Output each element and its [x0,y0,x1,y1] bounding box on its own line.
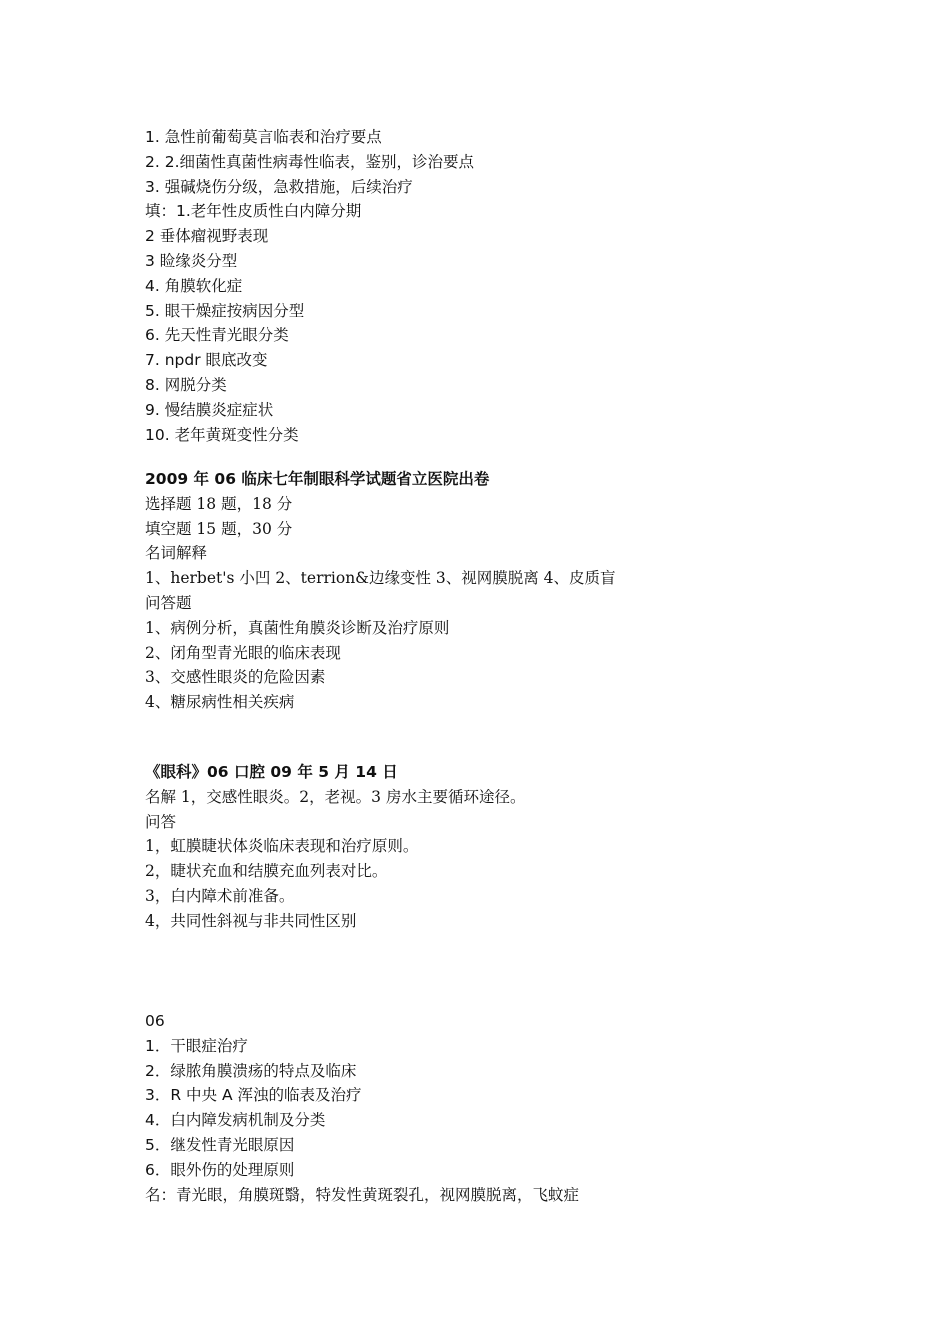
exam-section-3 [145,760,905,934]
question-line: 5．继发性青光眼原因 [145,1135,295,1154]
question-line: 选择题 18 题，18 分 [145,494,293,513]
question-line: 2. 2.细菌性真菌性病毒性临表，鉴别，诊治要点 [145,152,475,171]
question-line: 3，白内障术前准备。 [145,886,295,905]
question-line: 1．干眼症治疗 [145,1036,248,1055]
exam-section-1 [145,125,905,447]
question-line: 4，共同性斜视与非共同性区别 [145,911,357,930]
section-heading: 06 [145,1012,165,1030]
question-line: 填：1.老年性皮质性白内障分期 [145,202,362,221]
question-line: 3 睑缘炎分型 [145,251,238,270]
question-line: 名：青光眼，角膜斑翳，特发性黄斑裂孔，视网膜脱离，飞蚊症 [145,1185,580,1204]
question-line: 5. 眼干燥症按病因分型 [145,301,305,320]
question-line: 4．白内障发病机制及分类 [145,1111,326,1130]
question-line: 4. 角膜软化症 [145,276,243,295]
question-line: 1、herbet's 小凹 2、terrion&边缘变性 3、视网膜脱离 4、皮质盲 [145,569,616,588]
question-line: 2、闭角型青光眼的临床表现 [145,643,341,662]
question-line: 8. 网脱分类 [145,375,227,394]
question-line: 名解 1，交感性眼炎。2，老视。3 房水主要循环途径。 [145,787,526,806]
question-line: 1. 急性前葡萄莫言临表和治疗要点 [145,128,382,146]
question-line: 3．R 中央 A 浑浊的临表及治疗 [145,1086,362,1105]
question-line: 2，睫状充血和结膜充血列表对比。 [145,862,388,881]
section-title: 《眼科》06 口腔 09 年 5 月 14 日 [145,763,398,781]
question-line: 填空题 15 题，30 分 [145,519,293,538]
question-line: 4、糖尿病性相关疾病 [145,693,295,712]
question-line: 2．绿脓角膜溃疡的特点及临床 [145,1061,357,1080]
question-line: 名词解释 [145,544,208,563]
question-line: 9. 慢结膜炎症症状 [145,400,274,419]
exam-section-2 [145,467,905,715]
question-line: 3. 强碱烧伤分级，急救措施，后续治疗 [145,177,413,196]
question-line: 问答题 [145,593,192,612]
question-line: 2 垂体瘤视野表现 [145,227,269,246]
question-line: 1、病例分析，真菌性角膜炎诊断及治疗原则 [145,618,450,637]
section-title: 2009 年 06 临床七年制眼科学试题省立医院出卷 [145,470,490,488]
question-line: 3、交感性眼炎的危险因素 [145,668,326,687]
question-line: 10. 老年黄斑变性分类 [145,425,299,444]
question-line: 1，虹膜睫状体炎临床表现和治疗原则。 [145,837,419,856]
question-line: 6．眼外伤的处理原则 [145,1160,295,1179]
exam-section-4 [145,1009,905,1207]
question-line: 7. npdr 眼底改变 [145,351,268,370]
question-line: 问答 [145,812,177,831]
question-line: 6. 先天性青光眼分类 [145,326,289,345]
